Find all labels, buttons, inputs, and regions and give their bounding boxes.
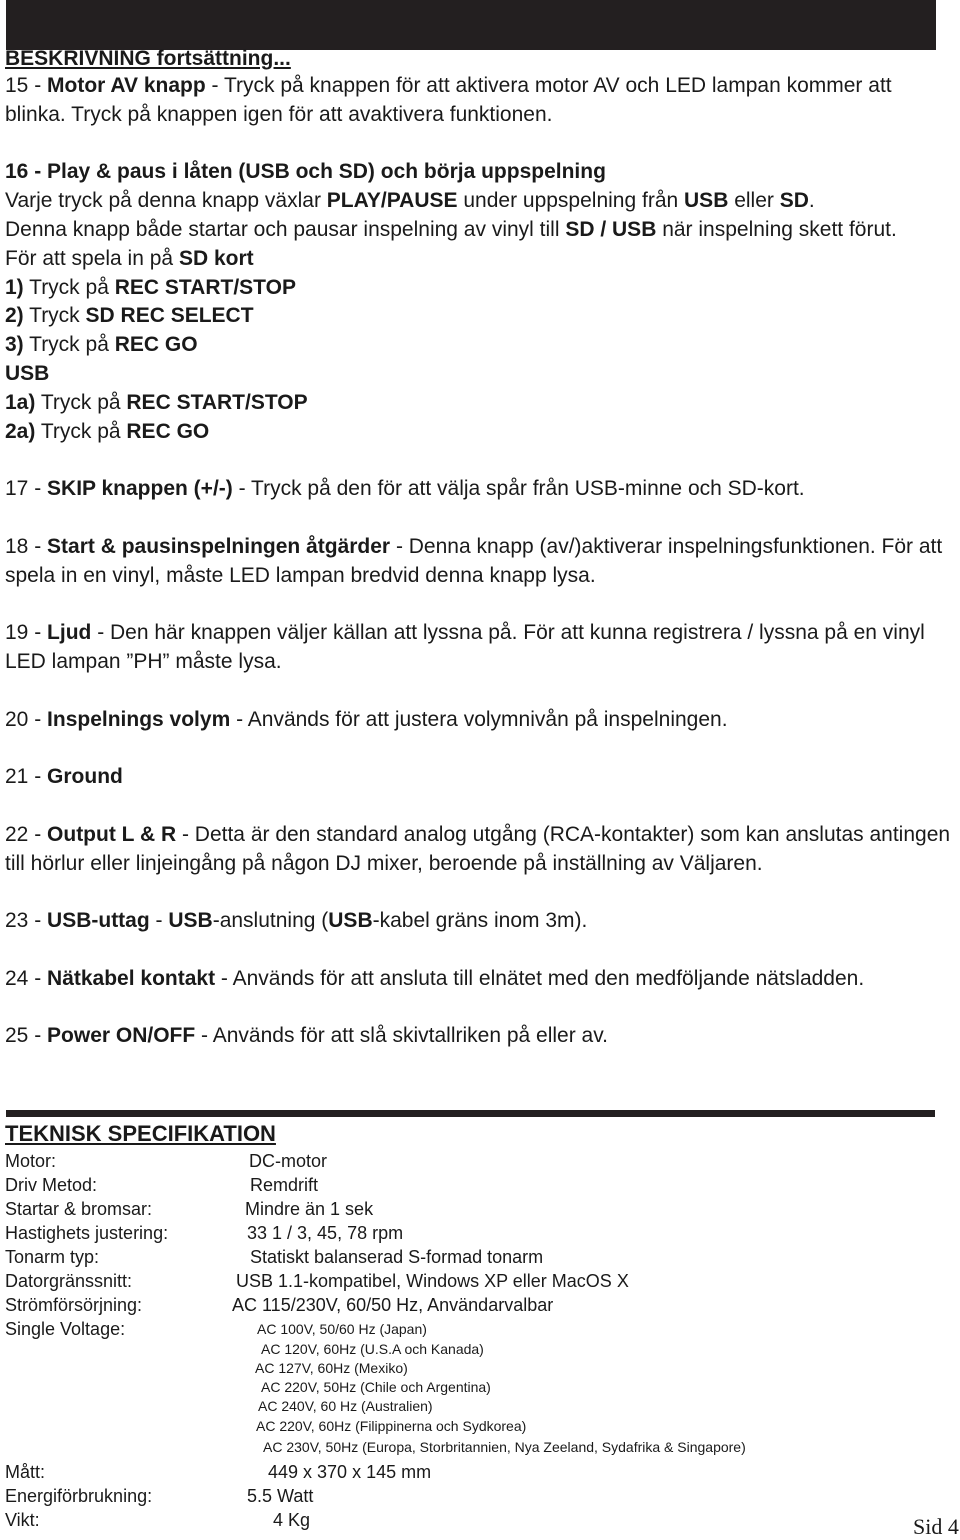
- sd-step-1: 1) Tryck på REC START/STOP: [5, 275, 296, 299]
- item-17: 17 - SKIP knappen (+/-) - Tryck på den för att välja spår från USB-minne och SD-kort.: [5, 477, 805, 501]
- spec-value: AC 115/230V, 60/50 Hz, Användarvalbar: [232, 1295, 554, 1315]
- sd-step-2: 2) Tryck SD REC SELECT: [5, 304, 254, 328]
- item-22: 22 - Output L & R - Detta är den standard analog utgång (RCA-kontakter) som kan anslutas antingen till hörlur eller linjeingång på någon DJ mixer, beroende på inställning av Väljaren.: [5, 822, 951, 875]
- usb-step-1: 1a) Tryck på REC START/STOP: [5, 390, 308, 414]
- spec-row: [0, 1245, 960, 1269]
- spec-value: Statiskt balanserad S-formad tonarm: [250, 1247, 544, 1267]
- spec-label: Hastighets justering:: [5, 1223, 169, 1243]
- voltage-option: AC 127V, 60Hz (Mexiko): [255, 1360, 408, 1376]
- item-18: 18 - Start & pausinspelningen åtgärder - Denna knapp (av/)aktiverar inspelningsfunktionen. För att spela in en vinyl, måste LED lampan bredvid denna knapp lysa.: [5, 534, 943, 587]
- voltage-option: AC 220V, 50Hz (Chile och Argentina): [261, 1379, 491, 1395]
- spec-row: [0, 1269, 960, 1293]
- item-23: 23 - USB-uttag - USB-anslutning (USB-kabel gräns inom 3m).: [5, 909, 588, 933]
- spec-label: Datorgränssnitt:: [5, 1271, 133, 1291]
- spec-label: Vikt:: [5, 1510, 40, 1530]
- spec-row: [0, 1221, 960, 1245]
- spec-row: [0, 1173, 960, 1197]
- item-16-text-1: Varje tryck på denna knapp växlar PLAY/PAUSE under uppspelning från USB eller SD.: [5, 189, 815, 213]
- usb-heading: USB: [5, 361, 50, 385]
- spec-row: [0, 1149, 960, 1173]
- item-19: 19 - Ljud - Den här knappen väljer källan att lyssna på. För att kunna registrera / lyssna på en vinyl LED lampan ”PH” måste lysa.: [5, 621, 925, 673]
- section-heading: BESKRIVNING fortsättning...: [5, 47, 291, 70]
- voltage-option: AC 100V, 50/60 Hz (Japan): [257, 1321, 427, 1337]
- usb-step-2: 2a) Tryck på REC GO: [5, 419, 210, 443]
- item-20: 20 - Inspelnings volym - Används för att justera volymnivån på inspelningen.: [5, 707, 728, 731]
- spec-label: Strömförsörjning:: [5, 1295, 143, 1315]
- description-content: [5, 72, 957, 1051]
- spec-value: DC-motor: [249, 1151, 328, 1171]
- spec-row: [0, 1317, 960, 1341]
- spec-label: Startar & bromsar:: [5, 1199, 153, 1219]
- spec-row: [0, 1484, 960, 1508]
- spec-value: 449 x 370 x 145 mm: [268, 1462, 432, 1482]
- spec-row: [0, 1293, 960, 1317]
- item-16-title: 16 - Play & paus i låten (USB och SD) och börja uppspelning: [5, 160, 606, 184]
- item-24: 24 - Nätkabel kontakt - Används för att ansluta till elnätet med den medföljande nätsladden.: [5, 966, 865, 990]
- spec-value: USB 1.1-kompatibel, Windows XP eller MacOS X: [236, 1271, 629, 1291]
- spec-value: 33 1 / 3, 45, 78 rpm: [247, 1223, 404, 1243]
- item-21: 21 - Ground: [5, 765, 123, 789]
- voltage-option: AC 230V, 50Hz (Europa, Storbritannien, Nya Zeeland, Sydafrika & Singapore): [263, 1439, 746, 1455]
- spec-value: Mindre än 1 sek: [245, 1199, 374, 1219]
- spec-label: Driv Metod:: [5, 1175, 98, 1195]
- spec-row: [0, 1508, 960, 1532]
- spec-heading: TEKNISK SPECIFIKATION: [5, 1121, 276, 1146]
- item-25: 25 - Power ON/OFF - Används för att slå skivtallriken på eller av.: [5, 1024, 609, 1048]
- sd-record-intro: För att spela in på SD kort: [5, 246, 254, 270]
- item-title: Motor AV knapp: [47, 74, 206, 97]
- spec-row: [0, 1197, 960, 1221]
- spec-label: Single Voltage:: [5, 1319, 126, 1339]
- voltage-option: AC 240V, 60 Hz (Australien): [258, 1398, 433, 1414]
- sd-step-3: 3) Tryck på REC GO: [5, 333, 198, 357]
- spec-label: Energiförbrukning:: [5, 1486, 153, 1506]
- spec-value: Remdrift: [250, 1175, 319, 1195]
- spec-row: [0, 1460, 960, 1484]
- page-number: Sid 4: [913, 1514, 959, 1539]
- section-divider: [6, 1110, 935, 1117]
- item-16-text-2: Denna knapp både startar och pausar inspelning av vinyl till SD / USB när inspelning skett förut.: [5, 217, 897, 241]
- header-bar: [6, 0, 936, 50]
- item-15: 15 - Motor AV knapp - Tryck på knappen för att aktivera motor AV och LED lampan kommer att blinka. Tryck på knappen igen för att avaktivera funktionen.: [5, 74, 892, 126]
- spec-label: Tonarm typ:: [5, 1247, 100, 1267]
- spec-label: Motor:: [5, 1151, 57, 1171]
- spec-value: 4 Kg: [273, 1510, 311, 1530]
- spec-value: 5.5 Watt: [247, 1486, 314, 1506]
- voltage-option: AC 120V, 60Hz (U.S.A och Kanada): [261, 1341, 484, 1357]
- voltage-option: AC 220V, 60Hz (Filippinerna och Sydkorea): [256, 1418, 527, 1434]
- spec-label: Mått:: [5, 1462, 46, 1482]
